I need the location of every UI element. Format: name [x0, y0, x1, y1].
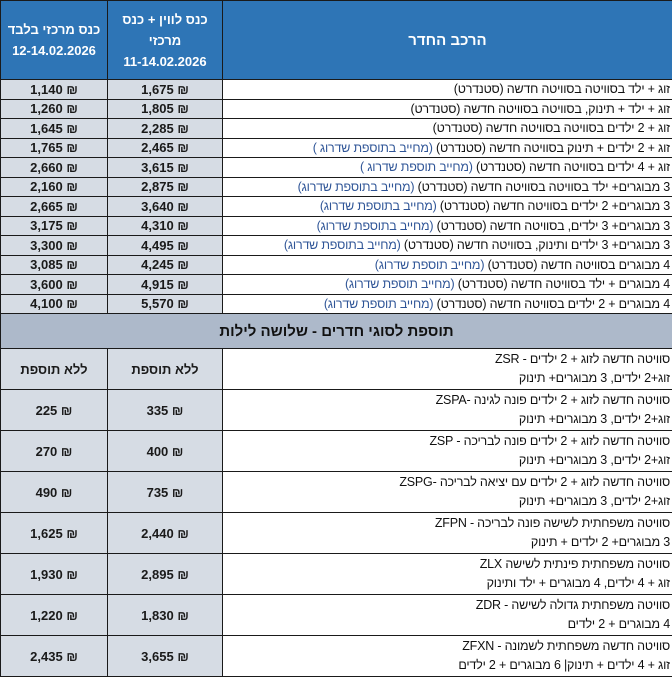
room-description: [223, 177, 672, 197]
upgrade-lowin-central: ₪ 1,830: [108, 595, 223, 636]
upgrade-note: (מחייב תוספת שדרוג): [344, 277, 455, 292]
upgrade-central-only: ₪ 1,220: [1, 595, 108, 636]
upgrade-central-only: ₪ 1,625: [1, 513, 108, 554]
suite-occupancy: זוג+2 ילדים, 3 מבוגרים+ תינוק: [518, 494, 670, 508]
header-lowin-central: [108, 1, 223, 80]
upgrade-lowin-central: ₪ 335: [108, 390, 223, 431]
upgrade-central-only: ₪ 1,930: [1, 554, 108, 595]
room-desc-text: 3 מבוגרים+ ילד בסוויטה בסוויטה חדשה (סטנדרט): [417, 179, 670, 194]
room-description: [223, 119, 672, 139]
suite-name: סוויטה חדשה לזוג + 2 ילדים פונה לבריכה - ZSP: [429, 434, 670, 448]
upgrade-note: (מחייב בתוספת שדרוג ): [312, 140, 433, 155]
upgrade-lowin-central: ללא תוספת: [108, 349, 223, 390]
table-row: [1, 216, 672, 236]
price-central-only: ₪ 1,260: [1, 99, 108, 119]
suite-occupancy: 3 מבוגרים+ 2 ילדים + תינוק: [530, 535, 670, 549]
suite-occupancy: זוג+2 ילדים, 3 מבוגרים+ תינוק: [518, 371, 670, 385]
table-row: [1, 80, 672, 100]
price-central-only: ₪ 2,665: [1, 197, 108, 217]
header-lowin-central-line2: מרכזי: [148, 32, 182, 48]
price-lowin-central: ₪ 3,615: [108, 158, 223, 178]
price-central-only: ₪ 3,085: [1, 255, 108, 275]
room-desc-text: זוג + 4 ילדים בסוויטה חדשה (סטנדרט): [476, 160, 670, 175]
section-header-row: [1, 314, 672, 349]
upgrade-lowin-central: ₪ 2,895: [108, 554, 223, 595]
suite-name: סוויטה משפחתית פינתית לשישה ZLX: [479, 557, 670, 571]
price-lowin-central: ₪ 1,675: [108, 80, 223, 100]
room-description: [223, 294, 672, 314]
price-lowin-central: ₪ 2,285: [108, 119, 223, 139]
suite-description: [223, 554, 672, 595]
table-row: [1, 197, 672, 217]
table-row: [1, 275, 672, 295]
upgrade-note: (מחייב בתוספת שדרוג): [319, 199, 437, 214]
upgrade-note: (מחייב בתוספת שדרוג): [283, 238, 401, 253]
table-row: [1, 513, 672, 554]
upgrade-note: (מחייב תוספת שדרוג): [374, 257, 485, 272]
upgrade-central-only: ₪ 2,435: [1, 636, 108, 677]
section-title: תוספת לסוגי חדרים - שלושה לילות: [1, 314, 672, 349]
upgrade-lowin-central: ₪ 735: [108, 472, 223, 513]
upgrade-note: (מחייב בתוספת שדרוג): [316, 218, 434, 233]
room-description: [223, 158, 672, 178]
room-description: [223, 216, 672, 236]
price-central-only: ₪ 3,175: [1, 216, 108, 236]
price-central-only: ₪ 3,600: [1, 275, 108, 295]
price-lowin-central: ₪ 1,805: [108, 99, 223, 119]
header-room-composition: הרכב החדר: [223, 1, 672, 80]
price-central-only: ₪ 1,140: [1, 80, 108, 100]
header-lowin-central-line1: כנס לווין + כנס: [122, 11, 208, 27]
table-header-row: [1, 1, 672, 80]
table-row: [1, 255, 672, 275]
upgrade-lowin-central: ₪ 3,655: [108, 636, 223, 677]
table-row: [1, 554, 672, 595]
room-description: [223, 197, 672, 217]
price-lowin-central: ₪ 5,570: [108, 294, 223, 314]
header-central-only-dates: 12-14.02.2026: [12, 43, 96, 58]
price-lowin-central: ₪ 4,915: [108, 275, 223, 295]
room-description: [223, 236, 672, 256]
suite-description: [223, 390, 672, 431]
table-row: [1, 472, 672, 513]
room-description: [223, 99, 672, 119]
price-central-only: ₪ 4,100: [1, 294, 108, 314]
suite-description: [223, 472, 672, 513]
price-lowin-central: ₪ 4,310: [108, 216, 223, 236]
room-desc-text: 3 מבוגרים+ 3 ילדים ותינוק, בסוויטה חדשה (סטנדרט): [403, 238, 670, 253]
suite-name: סוויטה משפחתית לשישה פונה לבריכה - ZFPN: [434, 516, 670, 530]
suite-name: סוויטה משפחתית גדולה לשישה - ZDR: [475, 598, 670, 612]
table-row: [1, 636, 672, 677]
upgrade-central-only: ₪ 490: [1, 472, 108, 513]
suite-occupancy: זוג+2 ילדים, 3 מבוגרים+ תינוק: [518, 453, 670, 467]
price-lowin-central: ₪ 2,465: [108, 138, 223, 158]
table-row: [1, 236, 672, 256]
upgrade-note: (מחייב תוספת שדרוג): [323, 296, 434, 311]
suite-description: [223, 595, 672, 636]
upgrade-central-only: ₪ 225: [1, 390, 108, 431]
price-central-only: ₪ 3,300: [1, 236, 108, 256]
table-row: [1, 390, 672, 431]
price-lowin-central: ₪ 3,640: [108, 197, 223, 217]
room-desc-text: 4 מבוגרים + 2 ילדים בסוויטה חדשה (סטנדרט): [436, 296, 670, 311]
room-desc-text: זוג + ילד בסוויטה בסוויטה חדשה (סטנדרט): [453, 82, 670, 97]
room-desc-text: 3 מבוגרים+ 3 ילדים, בסוויטה חדשה (סטנדרט): [436, 218, 670, 233]
upgrade-central-only: ₪ 270: [1, 431, 108, 472]
table-row: [1, 177, 672, 197]
room-desc-text: זוג + 2 ילדים בסוויטה בסוויטה חדשה (סטנדרט): [432, 121, 670, 136]
table-row: [1, 158, 672, 178]
suite-occupancy: זוג+2 ילדים, 3 מבוגרים+ תינוק: [518, 412, 670, 426]
room-desc-text: זוג + 2 ילדים + תינוק בסוויטה חדשה (סטנדרט): [436, 140, 670, 155]
suite-name: סוויטה חדשה משפחתית לשמונה - ZFXN: [462, 639, 670, 653]
header-central-only: [1, 1, 108, 80]
price-central-only: ₪ 2,660: [1, 158, 108, 178]
room-desc-text: 4 מבוגרים בסוויטה חדשה (סטנדרט): [487, 257, 670, 272]
upgrade-lowin-central: ₪ 2,440: [108, 513, 223, 554]
suite-name: סוויטה חדשה לזוג + 2 ילדים עם יציאה לבריכה -ZSPG: [399, 475, 670, 489]
table-row: [1, 294, 672, 314]
header-central-only-line1: כנס מרכזי בלבד: [7, 22, 101, 37]
suite-description: [223, 636, 672, 677]
price-central-only: ₪ 1,765: [1, 138, 108, 158]
price-lowin-central: ₪ 4,245: [108, 255, 223, 275]
suite-description: [223, 431, 672, 472]
room-description: [223, 255, 672, 275]
header-lowin-central-dates: 11-14.02.2026: [123, 53, 207, 69]
room-desc-text: זוג + ילד + תינוק, בסוויטה בסוויטה חדשה (סטנדרט): [410, 101, 670, 116]
upgrade-central-only: ללא תוספת: [1, 349, 108, 390]
upgrade-note: (מחייב בתוספת שדרוג): [297, 179, 415, 194]
upgrade-note: (מחייב תוספת שדרוג ): [359, 160, 473, 175]
room-description: [223, 138, 672, 158]
table-row: [1, 99, 672, 119]
table-row: [1, 349, 672, 390]
suite-description: [223, 349, 672, 390]
room-description: [223, 80, 672, 100]
room-desc-text: 4 מבוגרים + ילד בסוויטה חדשה (סטנדרט): [457, 277, 670, 292]
room-description: [223, 275, 672, 295]
suite-occupancy: 4 מבוגרים + 2 ילדים: [567, 617, 670, 631]
suite-name: סוויטה חדשה לזוג + 2 ילדים פונה לגינה -ZSPA: [435, 393, 670, 407]
price-central-only: ₪ 2,160: [1, 177, 108, 197]
upgrade-lowin-central: ₪ 400: [108, 431, 223, 472]
suite-name: סוויטה חדשה לזוג + 2 ילדים - ZSR: [494, 352, 670, 366]
suite-occupancy: זוג + 4 ילדים, 4 מבוגרים + ילד ותינוק: [486, 576, 670, 590]
suite-occupancy: זוג + 4 ילדים + תינוק| 6 מבוגרים + 2 ילדים: [458, 658, 670, 672]
suite-description: [223, 513, 672, 554]
table-row: [1, 595, 672, 636]
table-row: [1, 119, 672, 139]
price-lowin-central: ₪ 4,495: [108, 236, 223, 256]
table-row: [1, 431, 672, 472]
table-row: [1, 138, 672, 158]
price-central-only: ₪ 1,645: [1, 119, 108, 139]
price-lowin-central: ₪ 2,875: [108, 177, 223, 197]
room-desc-text: 3 מבוגרים+ 2 ילדים בסוויטה חדשה (סטנדרט): [439, 199, 670, 214]
